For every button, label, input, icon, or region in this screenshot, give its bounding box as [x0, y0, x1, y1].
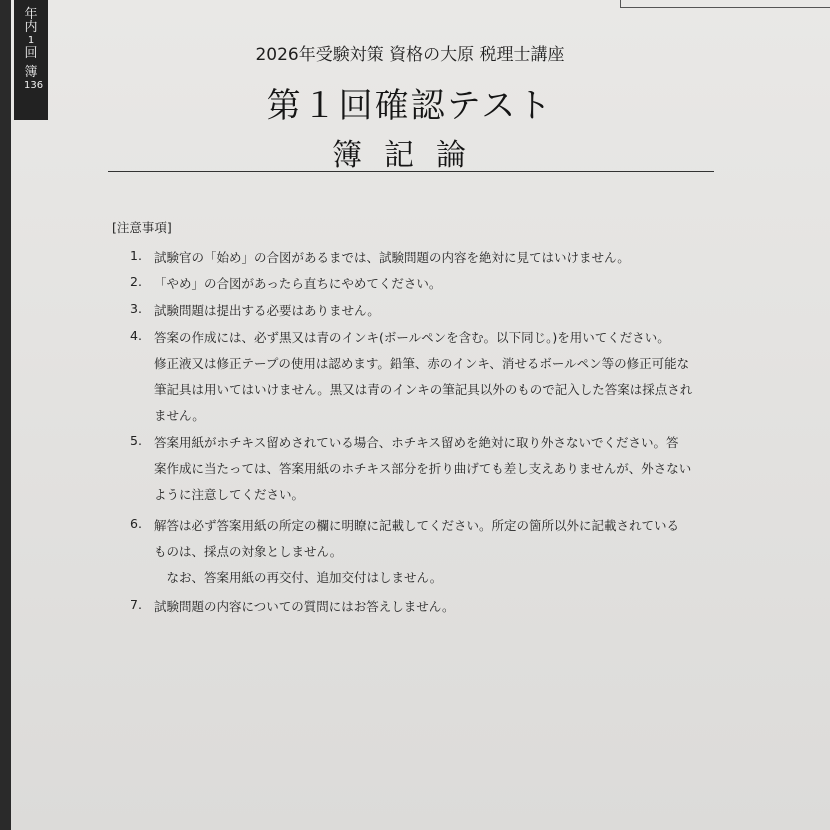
item-number: 1. — [130, 248, 142, 263]
item-text: 案作成に当たっては、答案用紙のホチキス部分を折り曲げても差し支えありませんが、外さない — [154, 461, 692, 476]
spine-char: 136 — [24, 80, 44, 91]
item-text: なお、答案用紙の再交付、追加交付はしません。 — [154, 570, 443, 585]
item-text: ません。 — [154, 408, 205, 423]
spine-char: 回 — [24, 46, 38, 61]
item-number: 2. — [130, 274, 142, 289]
spine-label — [14, 0, 48, 120]
item-number: 3. — [130, 301, 142, 316]
item-text: 修正液又は修正テープの使用は認めます。鉛筆、赤のインキ、消せるボールペン等の修正可能な — [154, 356, 690, 371]
spine-char: 年 — [24, 7, 38, 22]
item-number: 5. — [130, 433, 142, 448]
spine-char: 簿 — [24, 65, 38, 80]
item-text: ものは、採点の対象としません。 — [154, 544, 343, 559]
item-text: 試験問題の内容についての質問にはお答えしません。 — [154, 599, 455, 614]
binding-edge — [0, 0, 11, 830]
subject-title: 簿記論 — [332, 138, 488, 173]
item-text: 「やめ」の合図があったら直ちにやめてください。 — [154, 276, 442, 291]
item-text: ように注意してください。 — [154, 487, 305, 502]
spine-char: 内 — [24, 20, 38, 35]
item-number: 4. — [130, 328, 142, 343]
item-number: 6. — [130, 516, 142, 531]
item-text: 解答は必ず答案用紙の所定の欄に明瞭に記載してください。所定の箇所以外に記載されている — [154, 518, 680, 533]
item-text: 試験官の「始め」の合図があるまでは、試験問題の内容を絶対に見てはいけません。 — [154, 250, 630, 265]
item-text: 筆記具は用いてはいけません。黒又は青のインキの筆記具以外のもので記入した答案は採点され — [154, 382, 693, 397]
top-frame — [620, 0, 830, 8]
spine-char: 1 — [27, 35, 35, 46]
item-text: 答案の作成には、必ず黒又は青のインキ(ボールペンを含む。以下同じ。)を用いてください。 — [154, 330, 670, 345]
page-title: 第１回確認テスト — [266, 86, 554, 126]
course-line: 2026年受験対策 資格の大原 税理士講座 — [255, 45, 565, 65]
item-number: 7. — [130, 597, 142, 612]
notes-heading: [注意事項] — [112, 220, 172, 235]
divider — [108, 171, 714, 172]
item-text: 答案用紙がホチキス留めされている場合、ホチキス留めを絶対に取り外さないでください。答 — [154, 435, 679, 450]
item-text: 試験問題は提出する必要はありません。 — [154, 303, 380, 318]
